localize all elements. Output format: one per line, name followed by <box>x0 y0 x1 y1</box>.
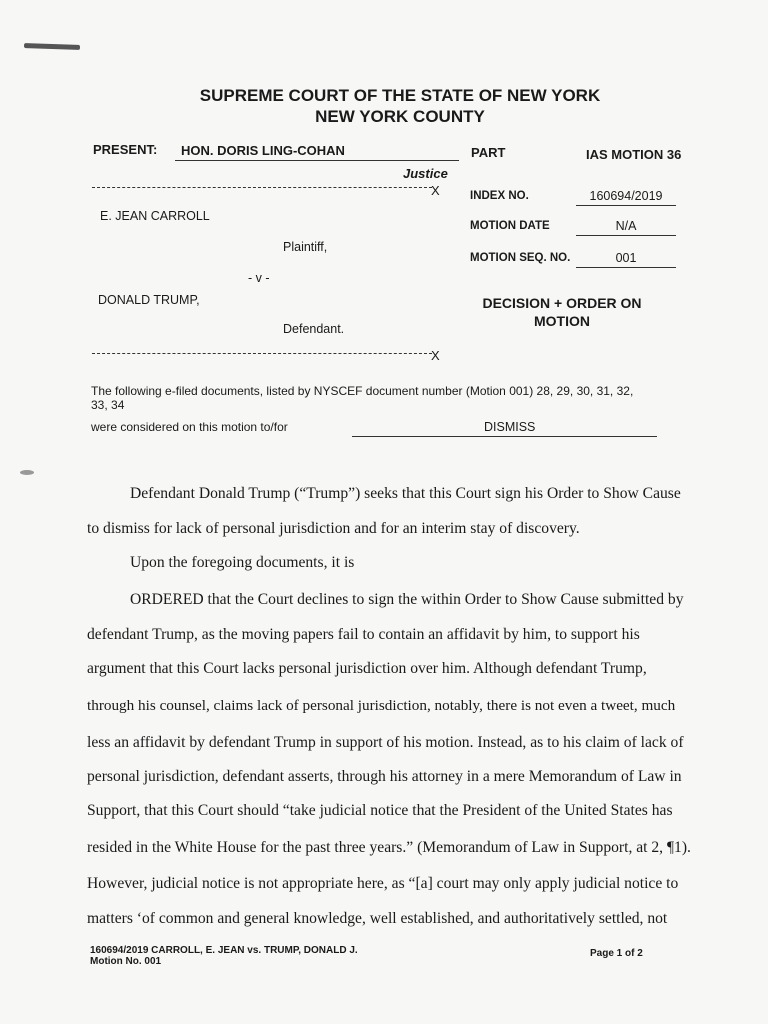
efiled-line1: The following e-filed documents, listed by NYSCEF document number (Motion 001) 28, 29, 30, 31, 32, <box>91 384 634 398</box>
x-mark-top: X <box>431 183 440 198</box>
body-line-5: defendant Trump, as the moving papers fail to contain an affidavit by him, to support his <box>87 626 640 643</box>
body-line-7: through his counsel, claims lack of personal jurisdiction, notably, there is not even a tweet, much <box>87 697 676 714</box>
judge-name-text: HON. DORIS LING-COHAN <box>181 143 345 158</box>
body-line-10: Support, that this Court should “take judicial notice that the President of the United States has <box>87 802 673 819</box>
x-mark-bottom: X <box>431 348 440 363</box>
scan-mark <box>24 43 80 50</box>
plaintiff-name: E. JEAN CARROLL <box>100 209 210 223</box>
part-value: IAS MOTION 36 <box>586 147 682 162</box>
footer-motion-line: Motion No. 001 <box>90 956 162 967</box>
body-line-11: resided in the White House for the past three years.” (Memorandum of Law in Support, at 2, ¶1). <box>87 839 691 856</box>
index-value-text: 160694/2019 <box>589 189 663 203</box>
body-line-6: argument that this Court lacks personal jurisdiction over him. Although defendant Trump, <box>87 660 647 677</box>
present-label: PRESENT: <box>93 142 158 157</box>
decision-title-line2: MOTION <box>534 313 590 329</box>
body-line-3: Upon the foregoing documents, it is <box>130 554 355 571</box>
efiled-line2: 33, 34 <box>91 398 125 412</box>
motion-purpose <box>352 420 657 437</box>
body-line-8: less an affidavit by defendant Trump in support of his motion. Instead, as to his claim of lack of <box>87 734 684 751</box>
body-line-13: matters ‘of common and general knowledge, well established, and authoritatively settled, not <box>87 910 668 927</box>
defendant-role: Defendant. <box>283 322 345 336</box>
scan-speck <box>20 470 34 475</box>
body-line-4: ORDERED that the Court declines to sign the within Order to Show Cause submitted by <box>130 591 684 608</box>
motion-date-label: MOTION DATE <box>470 220 550 232</box>
body-line-12: However, judicial notice is not appropriate here, as “[a] court may only apply judicial notice to <box>87 875 679 892</box>
court-title: SUPREME COURT OF THE STATE OF NEW YORK <box>199 86 601 105</box>
plaintiff-role: Plaintiff, <box>283 240 328 254</box>
caption-separator-top <box>92 187 432 192</box>
part-label: PART <box>471 145 506 160</box>
caption-separator-bottom <box>92 353 432 358</box>
defendant-name: DONALD TRUMP, <box>98 293 200 307</box>
body-line-9: personal jurisdiction, defendant asserts, through his attorney in a mere Memorandum of Law in <box>87 768 682 785</box>
county-title: NEW YORK COUNTY <box>315 107 485 126</box>
motion-date-value-text: N/A <box>615 219 637 233</box>
motion-seq-value-text: 001 <box>615 251 637 265</box>
index-label: INDEX NO. <box>470 190 529 202</box>
versus: - v - <box>248 271 270 285</box>
motion-seq-value <box>576 251 676 268</box>
motion-seq-label: MOTION SEQ. NO. <box>470 252 571 264</box>
considered-label: were considered on this motion to/for <box>91 420 288 434</box>
body-line-2: to dismiss for lack of personal jurisdiction and for an interim stay of discovery. <box>87 520 580 537</box>
body-line-1: Defendant Donald Trump (“Trump”) seeks that this Court sign his Order to Show Cause <box>130 485 681 502</box>
index-value <box>576 189 676 206</box>
footer-page-number: Page 1 of 2 <box>590 948 643 959</box>
footer-case-line: 160694/2019 CARROLL, E. JEAN vs. TRUMP, DONALD J. <box>90 945 358 956</box>
motion-purpose-text: DISMISS <box>484 420 536 434</box>
decision-title-line1: DECISION + ORDER ON <box>482 295 642 311</box>
motion-date-value <box>576 219 676 236</box>
justice-label: Justice <box>403 166 448 181</box>
judge-name <box>175 143 459 161</box>
